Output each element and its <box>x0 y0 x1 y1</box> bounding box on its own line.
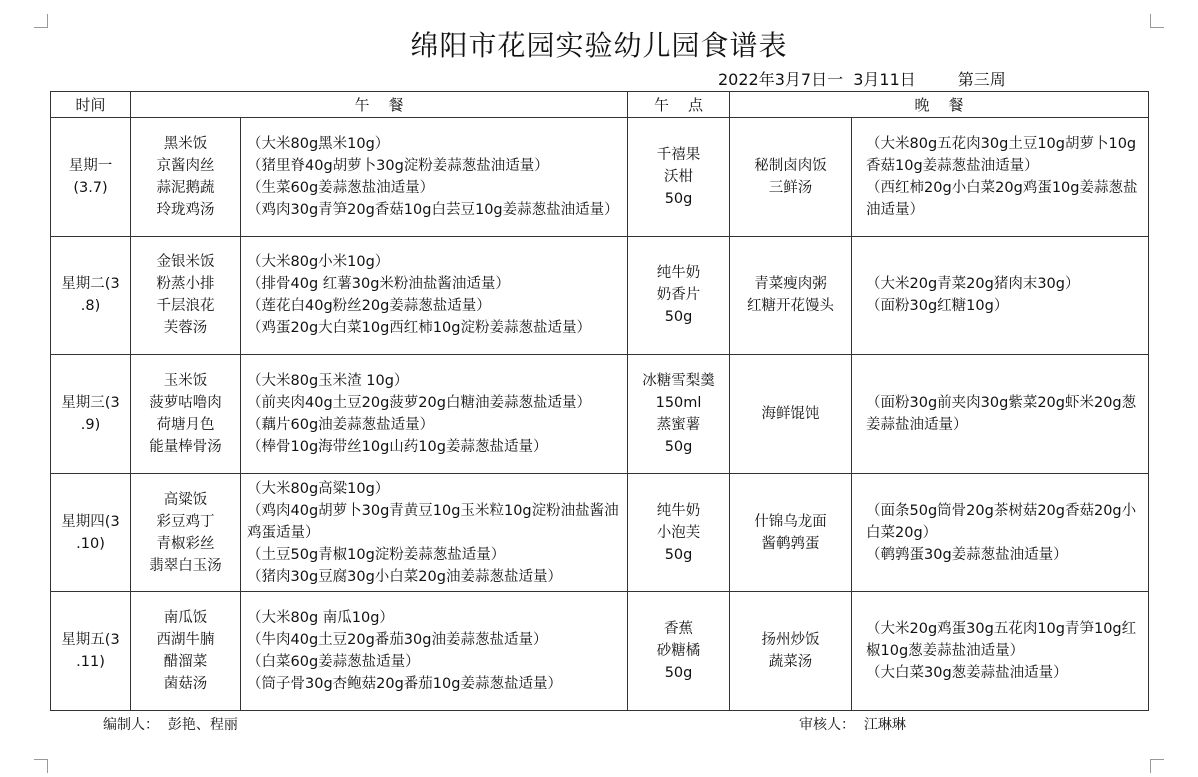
lunch-dishes-cell <box>131 592 241 711</box>
dinner-dishes-cell <box>730 118 852 237</box>
snack-item: 千禧果 <box>656 146 701 163</box>
dinner-dishes-cell <box>730 473 852 592</box>
dinner-details-cell <box>852 592 1149 711</box>
crop-mark-bottom-right <box>1150 759 1164 773</box>
dinner-details-cell <box>852 473 1149 592</box>
snack-item: 50g <box>664 438 693 455</box>
lunch-dish: 醋溜菜 <box>163 654 208 671</box>
lunch-detail: （莲花白40g粉丝20g姜蒜葱盐适量） <box>247 298 491 315</box>
lunch-detail: （大米80g黑米10g） <box>247 135 390 152</box>
day-date: .8) <box>80 298 101 315</box>
lunch-dish: 芙蓉汤 <box>163 320 208 337</box>
dinner-dish: 三鲜汤 <box>768 179 813 196</box>
snack-cell <box>628 473 730 592</box>
day-cell <box>51 236 131 355</box>
dinner-detail: （西红柿20g小白菜20g鸡蛋10g姜蒜葱盐油适量） <box>866 179 1138 218</box>
lunch-detail: （鸡肉30g青笋20g香菇10g白芸豆10g姜蒜葱盐油适量） <box>247 201 619 218</box>
lunch-detail: （生菜60g姜蒜葱盐油适量） <box>247 179 435 196</box>
snack-item: 奶香片 <box>656 287 701 304</box>
date-line <box>718 67 1006 90</box>
dinner-dish: 红糖开花馒头 <box>747 298 835 315</box>
lunch-dish: 翡翠白玉汤 <box>149 557 222 574</box>
snack-item: 冰糖雪梨羹 <box>642 372 715 389</box>
day-row <box>51 355 1149 474</box>
lunch-details-cell <box>241 473 628 592</box>
lunch-detail: （筒子骨30g杏鲍菇20g番茄10g姜蒜葱盐适量） <box>247 676 562 693</box>
snack-cell <box>628 236 730 355</box>
lunch-detail: （棒骨10g海带丝10g山药10g姜蒜葱盐适量） <box>247 438 548 455</box>
lunch-detail: （大米80g 南瓜10g） <box>247 610 394 627</box>
lunch-detail: （大米80g小米10g） <box>247 254 390 271</box>
lunch-dish: 千层浪花 <box>156 298 215 315</box>
lunch-dish: 玉米饭 <box>163 372 208 389</box>
lunch-dish: 粉蒸小排 <box>156 276 215 293</box>
day-row <box>51 473 1149 592</box>
lunch-dishes-cell <box>131 355 241 474</box>
day-row <box>51 592 1149 711</box>
snack-item: 50g <box>664 546 693 563</box>
lunch-dishes-cell <box>131 118 241 237</box>
header-lunch: 午 餐 <box>131 92 628 118</box>
lunch-dishes-cell <box>131 473 241 592</box>
lunch-dish: 彩豆鸡丁 <box>156 513 215 530</box>
dinner-dish: 扬州炒饭 <box>761 632 820 649</box>
lunch-dish: 黑米饭 <box>163 135 208 152</box>
lunch-dish: 蒜泥鹅蔬 <box>156 179 215 196</box>
snack-cell <box>628 355 730 474</box>
lunch-details-cell <box>241 592 628 711</box>
lunch-detail: （排骨40g 红薯30g米粉油盐酱油适量） <box>247 276 510 293</box>
lunch-dishes-cell <box>131 236 241 355</box>
dinner-detail: （面粉30g红糖10g） <box>866 298 1009 315</box>
lunch-detail: （鸡肉40g胡萝卜30g青黄豆10g玉米粒10g淀粉油盐酱油鸡蛋适量） <box>247 502 619 541</box>
lunch-dish: 京酱肉丝 <box>156 157 215 174</box>
snack-item: 50g <box>664 309 693 326</box>
lunch-details-cell <box>241 236 628 355</box>
snack-item: 砂糖橘 <box>656 643 701 660</box>
lunch-dish: 菠萝咕噜肉 <box>149 394 222 411</box>
snack-item: 50g <box>664 190 693 207</box>
lunch-dish: 金银米饭 <box>156 254 215 271</box>
dinner-detail: （大白菜30g葱姜蒜盐油适量） <box>866 665 1068 682</box>
day-cell <box>51 592 131 711</box>
dinner-details-cell <box>852 118 1149 237</box>
day-row <box>51 118 1149 237</box>
compiler-label: 编制人： 彭艳、程丽 <box>103 717 238 733</box>
day-name: 星期二(3 <box>61 276 120 293</box>
lunch-detail: （前夹肉40g土豆20g菠萝20g白糖油姜蒜葱盐适量） <box>247 394 591 411</box>
header-snack: 午 点 <box>628 92 730 118</box>
lunch-dish: 荷塘月色 <box>156 416 215 433</box>
lunch-detail: （猪里脊40g胡萝卜30g淀粉姜蒜葱盐油适量） <box>247 157 549 174</box>
snack-item: 蒸蜜薯 <box>656 416 701 433</box>
dinner-details-cell <box>852 236 1149 355</box>
snack-item: 150ml <box>655 394 702 411</box>
dinner-detail: （大米80g五花肉30g土豆10g胡萝卜10g香菇10g姜蒜葱盐油适量） <box>866 135 1137 174</box>
header-row <box>51 92 1149 118</box>
lunch-dish: 玲珑鸡汤 <box>156 201 215 218</box>
lunch-dish: 菌菇汤 <box>163 676 208 693</box>
snack-item: 小泡芙 <box>656 524 701 541</box>
dinner-details-cell <box>852 355 1149 474</box>
lunch-dish: 南瓜饭 <box>163 610 208 627</box>
lunch-detail: （土豆50g青椒10g淀粉姜蒜葱盐适量） <box>247 546 506 563</box>
day-row <box>51 236 1149 355</box>
lunch-detail: （牛肉40g土豆20g番茄30g油姜蒜葱盐适量） <box>247 632 548 649</box>
dinner-dish: 海鲜馄饨 <box>761 405 820 422</box>
dinner-dishes-cell <box>730 355 852 474</box>
lunch-detail: （藕片60g油姜蒜葱盐适量） <box>247 416 435 433</box>
snack-item: 香蕉 <box>664 621 694 638</box>
day-name: 星期三(3 <box>61 394 120 411</box>
dinner-dishes-cell <box>730 592 852 711</box>
dinner-dish: 秘制卤肉饭 <box>754 157 827 174</box>
dinner-detail: （鹌鹑蛋30g姜蒜葱盐油适量） <box>866 546 1068 563</box>
dinner-detail: （面粉30g前夹肉30g紫菜20g虾米20g葱姜蒜盐油适量） <box>866 394 1137 433</box>
lunch-detail: （大米80g高粱10g） <box>247 480 390 497</box>
lunch-dish: 能量棒骨汤 <box>149 438 222 455</box>
day-date: .10) <box>76 535 105 552</box>
lunch-detail: （猪肉30g豆腐30g小白菜20g油姜蒜葱盐适量） <box>247 568 562 585</box>
snack-item: 纯牛奶 <box>656 265 701 282</box>
crop-mark-bottom-left <box>34 759 48 773</box>
snack-cell <box>628 118 730 237</box>
lunch-dish: 西湖牛腩 <box>156 632 215 649</box>
dinner-dish: 什锦乌龙面 <box>754 513 827 530</box>
dinner-dish: 酱鹌鹑蛋 <box>761 535 820 552</box>
day-cell <box>51 473 131 592</box>
snack-item: 纯牛奶 <box>656 502 701 519</box>
menu-table <box>50 91 1149 711</box>
lunch-detail: （大米80g玉米渣 10g） <box>247 372 409 389</box>
day-cell <box>51 355 131 474</box>
dinner-dish: 青菜瘦肉粥 <box>754 276 827 293</box>
lunch-detail: （鸡蛋20g大白菜10g西红柿10g淀粉姜蒜葱盐适量） <box>247 320 591 337</box>
lunch-detail: （白菜60g姜蒜葱盐适量） <box>247 654 420 671</box>
header-dinner: 晚 餐 <box>730 92 1149 118</box>
reviewer-label: 审核人： 江琳琳 <box>799 717 906 733</box>
day-name: 星期五(3 <box>61 632 120 649</box>
lunch-dish: 青椒彩丝 <box>156 535 215 552</box>
snack-item: 50g <box>664 665 693 682</box>
page-title: 绵阳市花园实验幼儿园食谱表 <box>410 29 788 62</box>
dinner-detail: （大米20g青菜20g猪肉末30g） <box>866 276 1080 293</box>
day-cell <box>51 118 131 237</box>
day-name: 星期一 <box>68 157 113 174</box>
day-date: .11) <box>76 654 105 671</box>
dinner-detail: （大米20g鸡蛋30g五花肉10g青笋10g红椒10g葱姜蒜盐油适量） <box>866 621 1137 660</box>
week-label: 第三周 <box>957 70 1006 89</box>
snack-cell <box>628 592 730 711</box>
day-name: 星期四(3 <box>61 513 120 530</box>
lunch-details-cell <box>241 118 628 237</box>
lunch-details-cell <box>241 355 628 474</box>
dinner-dishes-cell <box>730 236 852 355</box>
lunch-dish: 高粱饭 <box>163 491 208 508</box>
dinner-dish: 蔬菜汤 <box>768 654 813 671</box>
dinner-detail: （面条50g筒骨20g茶树菇20g香菇20g小白菜20g） <box>866 502 1137 541</box>
snack-item: 沃柑 <box>664 168 694 185</box>
header-time: 时间 <box>51 92 131 118</box>
date-range: 2022年3月7日一 3月11日 <box>718 70 916 89</box>
day-date: (3.7) <box>73 179 108 196</box>
day-date: .9) <box>80 416 101 433</box>
